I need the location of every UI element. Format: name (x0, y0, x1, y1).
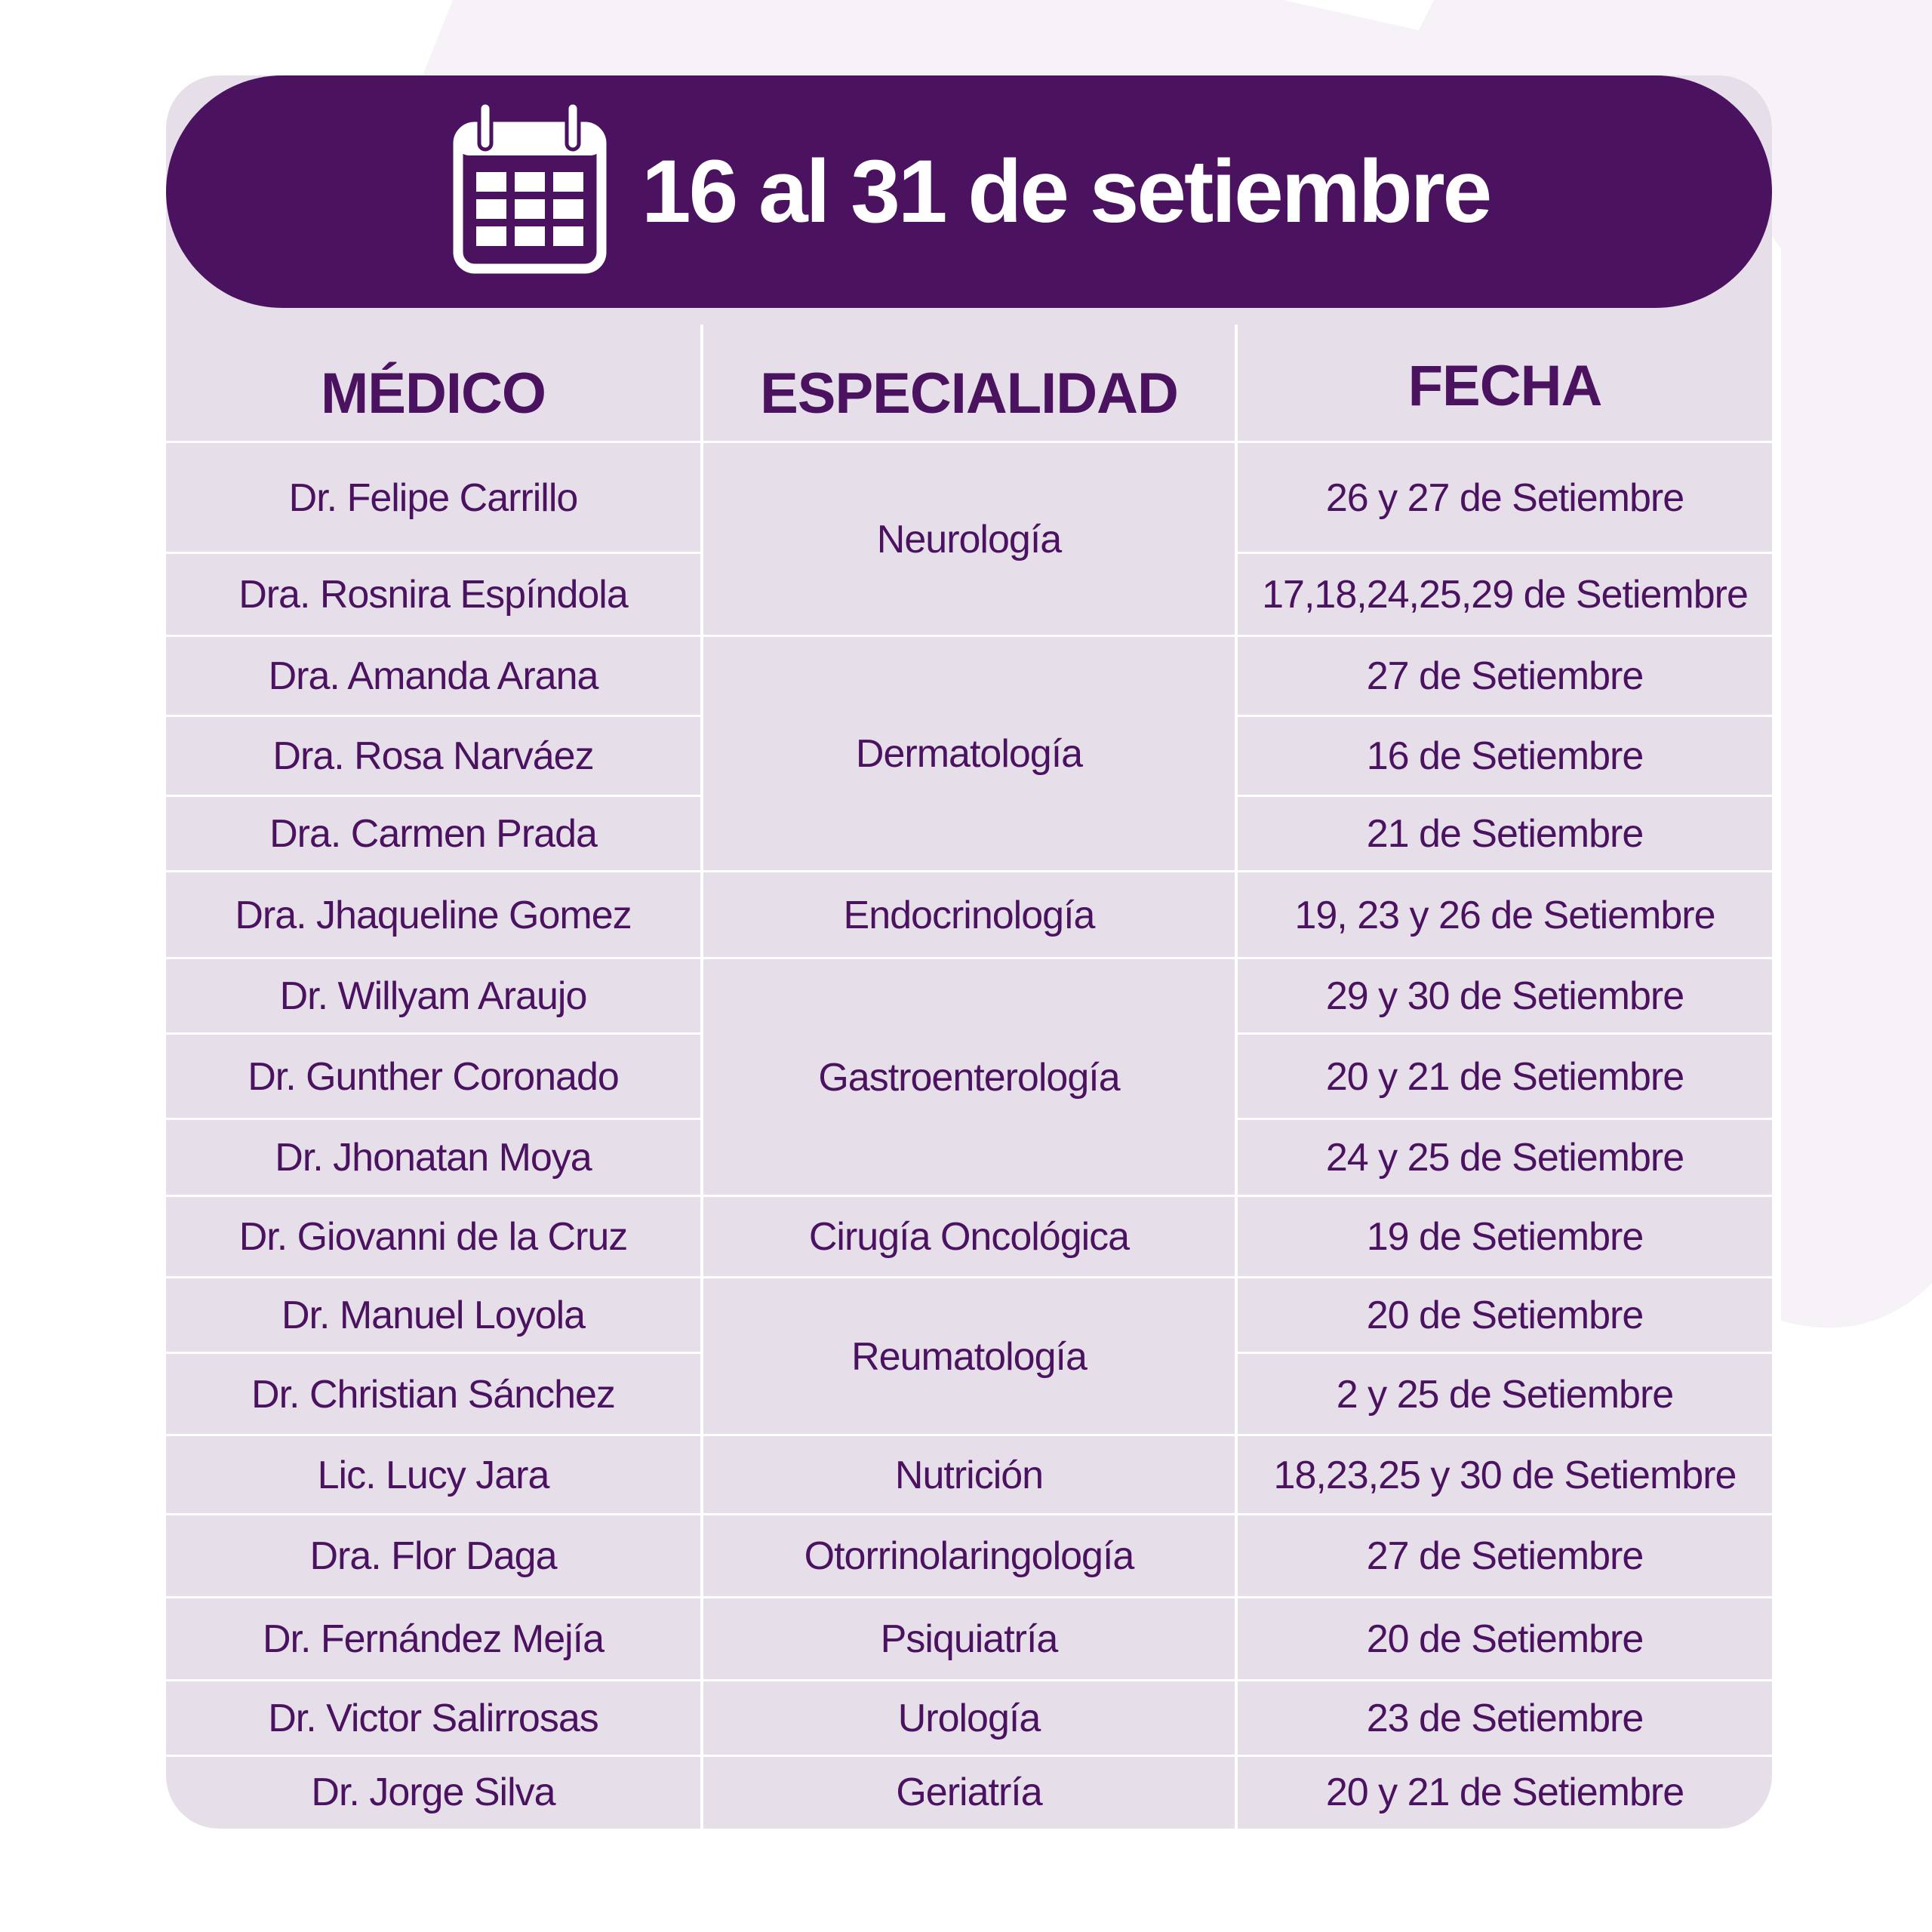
appointment-date: 27 de Setiembre (1366, 1534, 1644, 1578)
doctor-name: Dr. Manuel Loyola (281, 1294, 586, 1337)
specialty-label: Endocrinología (843, 893, 1095, 937)
appointment-date: 20 y 21 de Setiembre (1325, 1770, 1684, 1814)
doctor-name: Dr. Giovanni de la Cruz (238, 1215, 628, 1259)
appointment-date: 16 de Setiembre (1366, 734, 1644, 778)
doctor-name: Dra. Rosa Narváez (272, 734, 594, 778)
doctor-name: Dr. Jhonatan Moya (275, 1136, 592, 1180)
appointment-date: 29 y 30 de Setiembre (1325, 974, 1684, 1018)
appointment-date: 21 de Setiembre (1366, 812, 1644, 856)
specialty-label: Urología (897, 1697, 1041, 1740)
doctor-name: Dr. Victor Salirrosas (268, 1697, 598, 1740)
appointment-date: 18,23,25 y 30 de Setiembre (1273, 1453, 1737, 1497)
doctor-name: Dr. Willyam Araujo (279, 974, 587, 1018)
calendar-icon (451, 103, 609, 276)
page-title: 16 al 31 de setiembre (641, 142, 1491, 242)
doctor-name: Dr. Felipe Carrillo (288, 476, 578, 520)
specialty-label: Dermatología (855, 732, 1083, 776)
specialty-label: Otorrinolaringología (804, 1534, 1134, 1578)
specialty-label: Reumatología (851, 1334, 1087, 1379)
appointment-date: 23 de Setiembre (1366, 1697, 1644, 1740)
appointment-date: 20 de Setiembre (1366, 1294, 1644, 1337)
doctor-name: Dr. Christian Sánchez (251, 1372, 615, 1417)
doctor-name: Dr. Fernández Mejía (262, 1617, 605, 1661)
specialty-label: Geriatría (896, 1770, 1042, 1814)
column-header-especialidad: ESPECIALIDAD (760, 361, 1178, 426)
specialty-label: Cirugía Oncológica (808, 1215, 1130, 1259)
schedule-table (166, 75, 1772, 1829)
appointment-date: 2 y 25 de Setiembre (1336, 1372, 1674, 1417)
doctor-name: Dra. Flor Daga (309, 1534, 557, 1578)
doctor-name: Dra. Rosnira Espíndola (238, 573, 628, 617)
doctor-name: Dra. Carmen Prada (269, 812, 597, 856)
column-header-fecha: FECHA (1407, 354, 1602, 418)
appointment-date: 19, 23 y 26 de Setiembre (1294, 893, 1715, 937)
appointment-date: 20 y 21 de Setiembre (1325, 1054, 1684, 1099)
appointment-date: 24 y 25 de Setiembre (1325, 1136, 1684, 1180)
specialty-label: Gastroenterología (818, 1055, 1120, 1100)
appointment-date: 19 de Setiembre (1366, 1215, 1644, 1259)
schedule-card (166, 75, 1772, 1829)
doctor-name: Lic. Lucy Jara (317, 1453, 549, 1497)
specialty-label: Psiquiatría (880, 1617, 1058, 1661)
doctor-name: Dra. Jhaqueline Gomez (235, 893, 632, 937)
specialty-label: Nutrición (894, 1453, 1044, 1497)
doctor-name: Dra. Amanda Arana (268, 654, 598, 698)
appointment-date: 26 y 27 de Setiembre (1325, 476, 1684, 520)
specialty-label: Neurología (876, 518, 1062, 561)
doctor-name: Dr. Jorge Silva (311, 1770, 555, 1814)
doctor-name: Dr. Gunther Coronado (248, 1054, 619, 1099)
appointment-date: 27 de Setiembre (1366, 654, 1644, 698)
header-banner (166, 75, 1772, 308)
column-header-medico: MÉDICO (321, 361, 546, 426)
appointment-date: 17,18,24,25,29 de Setiembre (1262, 573, 1748, 617)
appointment-date: 20 de Setiembre (1366, 1617, 1644, 1661)
